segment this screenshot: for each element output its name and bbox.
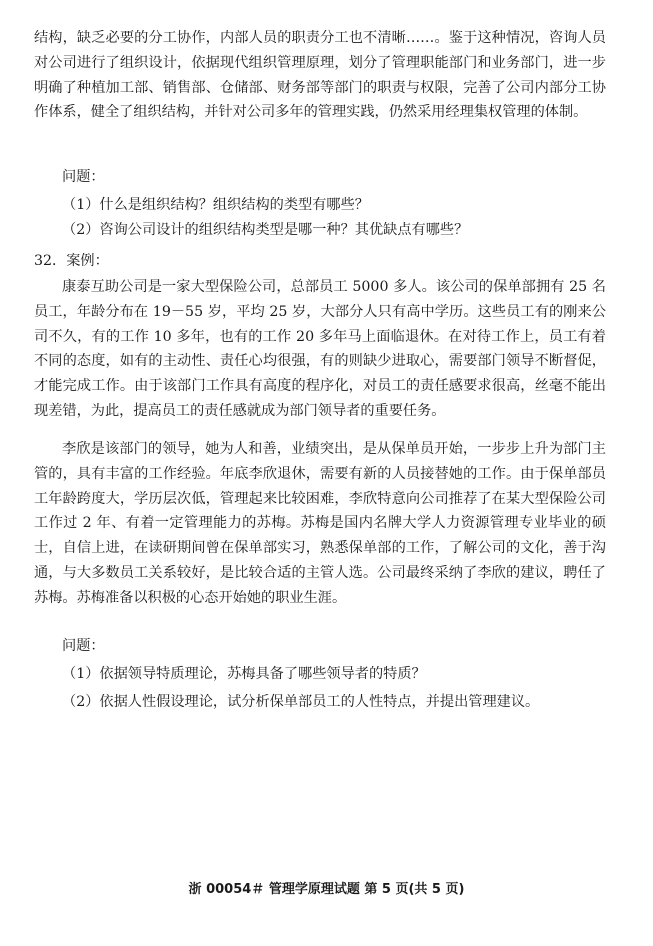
case-32-paragraph-1: 康泰互助公司是一家大型保险公司，总部员工 5000 多人。该公司的保单部拥有 25 名员工，年龄分布在 19－55 岁，平均 25 岁，大部分人只有高中学历。这些员工有的刚来公司不久，有的工作 10 多年，也有的工作 20 多年马上面临退休。在对待工作上，员工有着不同的态度，如有的主动性、责任心均很强，有的则缺少进取心，需要部门领导不断督促，才能完成工作。由于该部门工作具有高度的程序化，对员工的责任感要求很高，丝毫不能出现差错，为此，提高员工的责任感就成为部门领导者的重要任务。 [34, 279, 606, 419]
case-32-question-label: 问题： [62, 638, 105, 654]
page-footer: 浙 00054＃ 管理学原理试题 第 5 页(共 5 页) [188, 882, 465, 897]
q31-question-label: 问题： [62, 169, 105, 185]
q31-item-1: （1）什么是组织结构？组织结构的类型有哪些？ [62, 197, 369, 213]
case-32-item-1: （1）依据领导特质理论，苏梅具备了哪些领导者的特质？ [62, 666, 426, 682]
continued-case-paragraph: 结构，缺乏必要的分工协作，内部人员的职责分工也不清晰……。鉴于这种情况，咨询人员对公司进行了组织设计，依据现代组织管理原理，划分了管理职能部门和业务部门，进一步明确了种植加工部、销售部、仓储部、财务部等部门的职责与权限，完善了公司内部分工协作体系，健全了组织结构，并针对公司多年的管理实践，仍然采用经理集权管理的体制。 [34, 30, 606, 121]
case-32-heading: 32．案例： [34, 253, 109, 269]
q31-item-2: （2）咨询公司设计的组织结构类型是哪一种？其优缺点有哪些？ [62, 222, 469, 238]
case-32-item-2: （2）依据人性假设理论，试分析保单部员工的人性特点，并提出管理建议。 [62, 694, 540, 710]
case-32-paragraph-2: 李欣是该部门的领导，她为人和善，业绩突出，是从保单员开始，一步步上升为部门主管的，具有丰富的工作经验。年底李欣退休，需要有新的人员接替她的工作。由于保单部员工年龄跨度大，学历层次低，管理起来比较困难，李欣特意向公司推荐了在某大型保险公司工作过 2 年、有着一定管理能力的苏梅。苏梅是国内名牌大学人力资源管理专业毕业的硕士，自信上进，在读研期间曾在保单部实习，熟悉保单部的工作，了解公司的文化，善于沟通，与大多数员工关系较好，是比较合适的主管人选。公司最终采纳了李欣的建议，聘任了苏梅。苏梅准备以积极的心态开始她的职业生涯。 [34, 441, 606, 606]
